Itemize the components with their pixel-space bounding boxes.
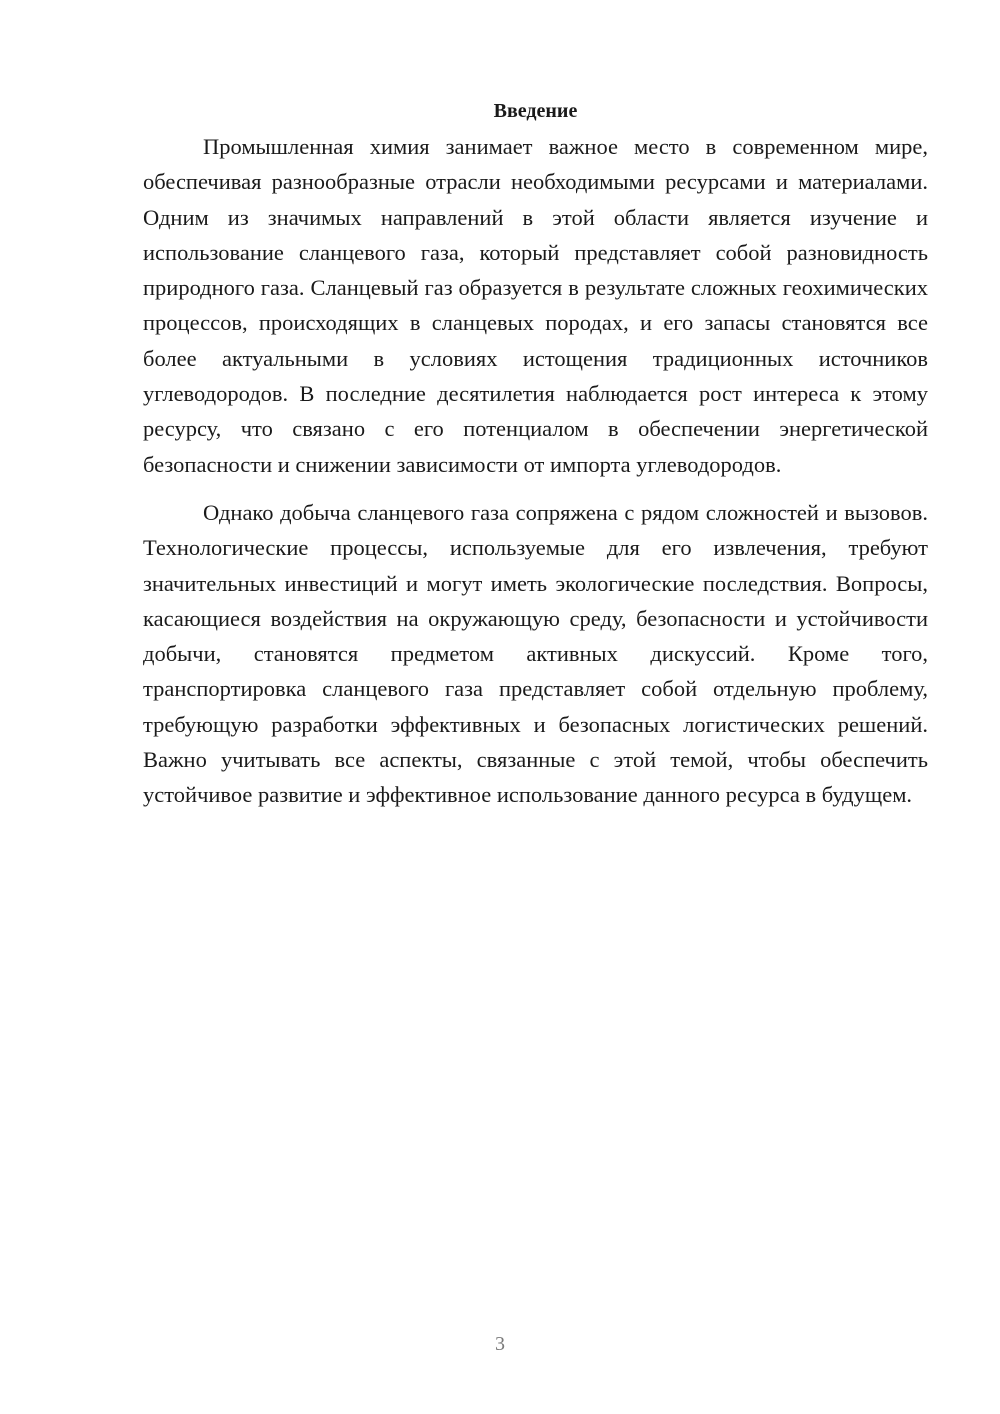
section-heading: Введение (493, 100, 578, 122)
paragraph-2: Однако добыча сланцевого газа сопряжена с рядом сложностей и вызовов. Технологические процессы, используемые для его извлечения, требуют значительных инвестиций и могут иметь экологические последствия. Вопросы, касающиеся воздействия на окружающую среду, безопасности и устойчивости добычи, становятся предметом активных дискуссий. Кроме того, транспортировка сланцевого газа представляет собой отдельную проблему, требующую разработки эффективных и безопасных логистических решений. Важно учитывать все аспекты, связанные с этой темой, чтобы обеспечить устойчивое развитие и эффективное использование данного ресурса в будущем. (143, 499, 928, 808)
page-content (143, 95, 928, 813)
paragraph-1: Промышленная химия занимает важное место в современном мире, обеспечивая разнообразные отрасли необходимыми ресурсами и материалами. Одним из значимых направлений в этой области является изучение и использование сланцевого газа, который представляет собой разновидность природного газа. Сланцевый газ образуется в результате сложных геохимических процессов, происходящих в сланцевых породах, и его запасы становятся все более актуальными в условиях истощения традиционных источников углеводородов. В последние десятилетия наблюдается рост интереса к этому ресурсу, что связано с его потенциалом в обеспечении энергетической безопасности и снижении зависимости от импорта углеводородов. (143, 134, 928, 477)
page-number: 3 (495, 1333, 505, 1355)
